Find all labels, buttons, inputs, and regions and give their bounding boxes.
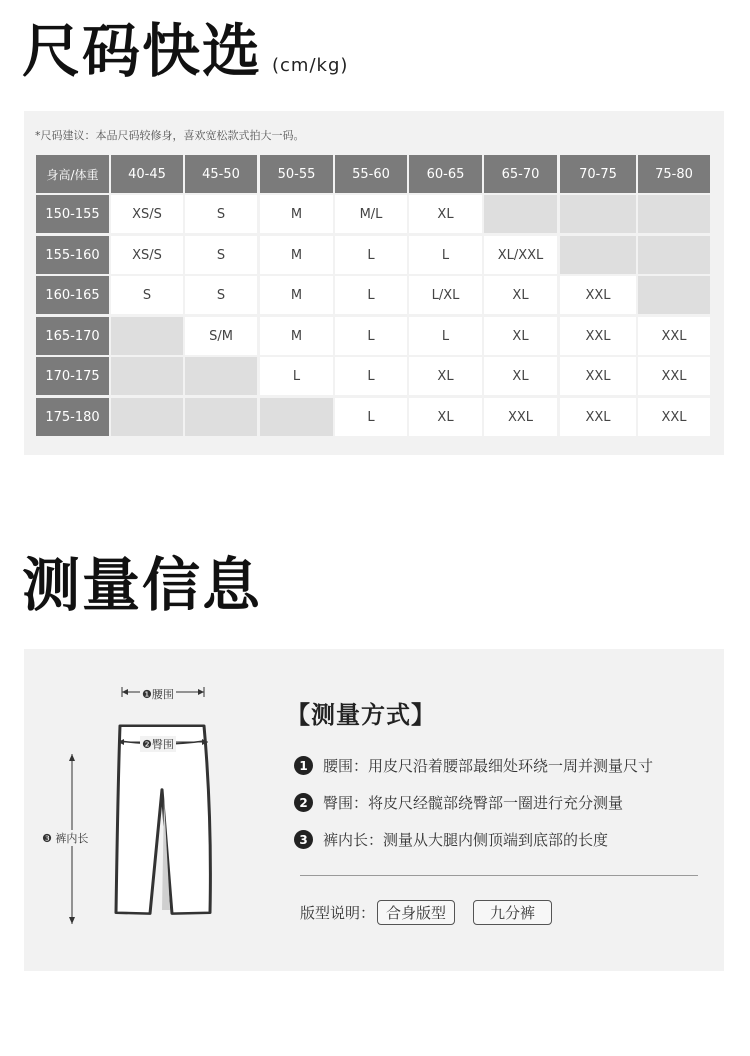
empty-cell <box>638 276 710 314</box>
size-cell: XL <box>484 276 557 314</box>
size-cell: L <box>409 236 482 274</box>
size-cell: L/XL <box>409 276 482 314</box>
empty-cell <box>560 236 636 274</box>
size-cell: XL <box>409 195 482 233</box>
size-cell: S <box>185 195 257 233</box>
height-header: 170-175 <box>36 357 109 395</box>
size-cell: XS/S <box>111 195 183 233</box>
size-cell: XXL <box>560 276 636 314</box>
height-header: 160-165 <box>36 276 109 314</box>
weight-header: 50-55 <box>260 155 333 193</box>
size-cell: XL/XXL <box>484 236 557 274</box>
size-cell: S <box>111 276 183 314</box>
size-cell: S <box>185 276 257 314</box>
size-cell: XS/S <box>111 236 183 274</box>
weight-header: 45-50 <box>185 155 257 193</box>
corner-header: 身高/体重 <box>36 155 109 193</box>
measure-method-title: 【测量方式】 <box>286 701 436 729</box>
size-cell: L <box>335 276 407 314</box>
method-text: 臀围：将皮尺经髋部绕臀部一圈进行充分测量 <box>323 794 624 812</box>
pants-diagram <box>64 679 264 939</box>
size-cell: XXL <box>484 398 557 436</box>
size-cell: L <box>335 357 407 395</box>
fit-tag: 合身版型 <box>377 900 455 925</box>
measure-info-title: 测量信息 <box>22 551 263 619</box>
empty-cell <box>638 236 710 274</box>
size-cell: XL <box>409 398 482 436</box>
weight-header: 55-60 <box>335 155 407 193</box>
weight-header: 60-65 <box>409 155 482 193</box>
size-guide-header <box>22 18 348 84</box>
empty-cell <box>260 398 333 436</box>
number-3-icon: 3 <box>294 830 313 849</box>
size-cell: XXL <box>560 317 636 355</box>
size-cell: L <box>260 357 333 395</box>
fit-description <box>300 900 552 925</box>
number-1-icon: 1 <box>294 756 313 775</box>
size-cell: XL <box>409 357 482 395</box>
size-chart-panel <box>24 111 724 455</box>
weight-header: 75-80 <box>638 155 710 193</box>
size-cell: XL <box>484 357 557 395</box>
size-guide-unit: (cm/kg) <box>272 55 349 76</box>
empty-cell <box>185 398 257 436</box>
height-header: 155-160 <box>36 236 109 274</box>
height-header: 150-155 <box>36 195 109 233</box>
weight-header: 40-45 <box>111 155 183 193</box>
weight-header: 65-70 <box>484 155 557 193</box>
empty-cell <box>111 317 183 355</box>
size-cell: L <box>335 317 407 355</box>
weight-header: 70-75 <box>560 155 636 193</box>
height-header: 165-170 <box>36 317 109 355</box>
inseam-label: ❸ 裤内长 <box>42 832 89 845</box>
size-cell: XL <box>484 317 557 355</box>
size-cell: XXL <box>638 398 710 436</box>
size-note: *尺码建议：本品尺码较修身，喜欢宽松款式拍大一码。 <box>35 129 305 142</box>
size-cell: L <box>335 398 407 436</box>
fit-label: 版型说明： <box>300 904 376 922</box>
size-cell: M/L <box>335 195 407 233</box>
empty-cell <box>111 357 183 395</box>
size-cell: M <box>260 236 333 274</box>
size-cell: M <box>260 276 333 314</box>
size-cell: L <box>409 317 482 355</box>
empty-cell <box>484 195 557 233</box>
size-cell: XXL <box>638 357 710 395</box>
method-text: 腰围：用皮尺沿着腰部最细处环绕一周并测量尺寸 <box>323 757 654 775</box>
size-cell: M <box>260 195 333 233</box>
size-cell: M <box>260 317 333 355</box>
method-item-inseam <box>294 829 608 850</box>
waist-label: ❶腰围 <box>142 688 174 701</box>
size-cell: L <box>335 236 407 274</box>
measure-panel <box>24 649 724 971</box>
size-cell: XXL <box>638 317 710 355</box>
size-cell: S/M <box>185 317 257 355</box>
length-tag: 九分裤 <box>473 900 552 925</box>
empty-cell <box>185 357 257 395</box>
empty-cell <box>560 195 636 233</box>
empty-cell <box>638 195 710 233</box>
size-cell: S <box>185 236 257 274</box>
method-item-waist <box>294 755 653 776</box>
divider <box>300 875 698 876</box>
number-2-icon: 2 <box>294 793 313 812</box>
empty-cell <box>111 398 183 436</box>
method-text: 裤内长：测量从大腿内侧顶端到底部的长度 <box>323 831 609 849</box>
size-guide-title: 尺码快选 <box>22 17 263 85</box>
height-header: 175-180 <box>36 398 109 436</box>
method-item-hip <box>294 792 623 813</box>
hip-label: ❷臀围 <box>142 738 174 751</box>
size-cell: XXL <box>560 398 636 436</box>
size-cell: XXL <box>560 357 636 395</box>
